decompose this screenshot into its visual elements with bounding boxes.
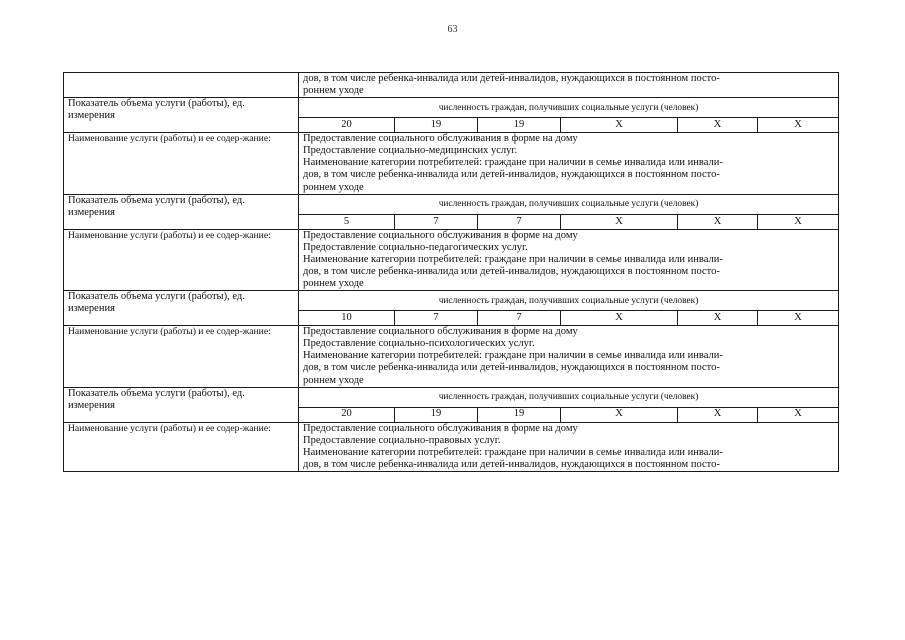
indicator-row	[64, 387, 839, 407]
value-cell: 7	[478, 214, 561, 229]
service-name-label: Наименование услуги (работы) и ее содер-жание:	[64, 326, 299, 387]
value-cell: X	[561, 214, 678, 229]
value-cell: 19	[478, 407, 561, 422]
value-cell: 19	[395, 407, 478, 422]
value-cell: 19	[395, 118, 478, 133]
indicator-label: Показатель объема услуги (работы), ед. измерения	[64, 387, 299, 422]
services-table	[63, 72, 839, 472]
indicator-caption: численность граждан, получивших социальные услуги (человек)	[299, 291, 839, 311]
service-row	[64, 133, 839, 194]
service-name-label: Наименование услуги (работы) и ее содер-жание:	[64, 422, 299, 471]
indicator-caption: численность граждан, получивших социальные услуги (человек)	[299, 98, 839, 118]
value-cell: 5	[299, 214, 395, 229]
service-name-label: Наименование услуги (работы) и ее содер-жание:	[64, 229, 299, 290]
value-cell: X	[758, 407, 839, 422]
indicator-row	[64, 98, 839, 118]
value-cell: 20	[299, 407, 395, 422]
service-description: Предоставление социального обслуживания в форме на дому Предоставление социально-правовых услуг. Наименование категории потребителей: граждане при наличии в семье инвалида или инвали- дов, в том числе ребенка-инвалида или детей-инвалидов, нуждающихся в постоянном посто-	[299, 422, 839, 471]
service-description: Предоставление социального обслуживания в форме на дому Предоставление социально-медицинских услуг. Наименование категории потребителей: граждане при наличии в семье инвалида или инвали- дов, в том числе ребенка-инвалида или детей-инвалидов, нуждающихся в постоянном посто- роннем уходе	[299, 133, 839, 194]
value-cell: X	[678, 407, 758, 422]
value-cell: 20	[299, 118, 395, 133]
indicator-row	[64, 194, 839, 214]
service-row	[64, 229, 839, 290]
continuation-row	[64, 73, 839, 98]
empty-label-cell	[64, 73, 299, 98]
indicator-label: Показатель объема услуги (работы), ед. измерения	[64, 98, 299, 133]
value-cell: X	[758, 214, 839, 229]
indicator-caption: численность граждан, получивших социальные услуги (человек)	[299, 194, 839, 214]
value-cell: X	[678, 118, 758, 133]
service-description: Предоставление социального обслуживания в форме на дому Предоставление социально-педагогических услуг. Наименование категории потребителей: граждане при наличии в семье инвалида или инвали- дов, в том числе ребенка-инвалида или детей-инвалидов, нуждающихся в постоянном посто- роннем уходе	[299, 229, 839, 290]
value-cell: X	[561, 311, 678, 326]
continuation-description: дов, в том числе ребенка-инвалида или детей-инвалидов, нуждающихся в постоянном посто- роннем уходе	[299, 73, 839, 98]
value-cell: X	[678, 214, 758, 229]
service-row	[64, 326, 839, 387]
value-cell: 19	[478, 118, 561, 133]
value-cell: X	[758, 118, 839, 133]
value-cell: X	[561, 407, 678, 422]
value-cell: 7	[395, 311, 478, 326]
value-cell: 10	[299, 311, 395, 326]
service-description: Предоставление социального обслуживания в форме на дому Предоставление социально-психологических услуг. Наименование категории потребителей: граждане при наличии в семье инвалида или инвали- дов, в том числе ребенка-инвалида или детей-инвалидов, нуждающихся в постоянном посто- роннем уходе	[299, 326, 839, 387]
indicator-label: Показатель объема услуги (работы), ед. измерения	[64, 291, 299, 326]
value-cell: X	[678, 311, 758, 326]
service-name-label: Наименование услуги (работы) и ее содер-жание:	[64, 133, 299, 194]
value-cell: X	[758, 311, 839, 326]
page-number: 63	[447, 24, 458, 35]
indicator-row	[64, 291, 839, 311]
indicator-label: Показатель объема услуги (работы), ед. измерения	[64, 194, 299, 229]
value-cell: 7	[478, 311, 561, 326]
value-cell: X	[561, 118, 678, 133]
indicator-caption: численность граждан, получивших социальные услуги (человек)	[299, 387, 839, 407]
service-row	[64, 422, 839, 471]
value-cell: 7	[395, 214, 478, 229]
